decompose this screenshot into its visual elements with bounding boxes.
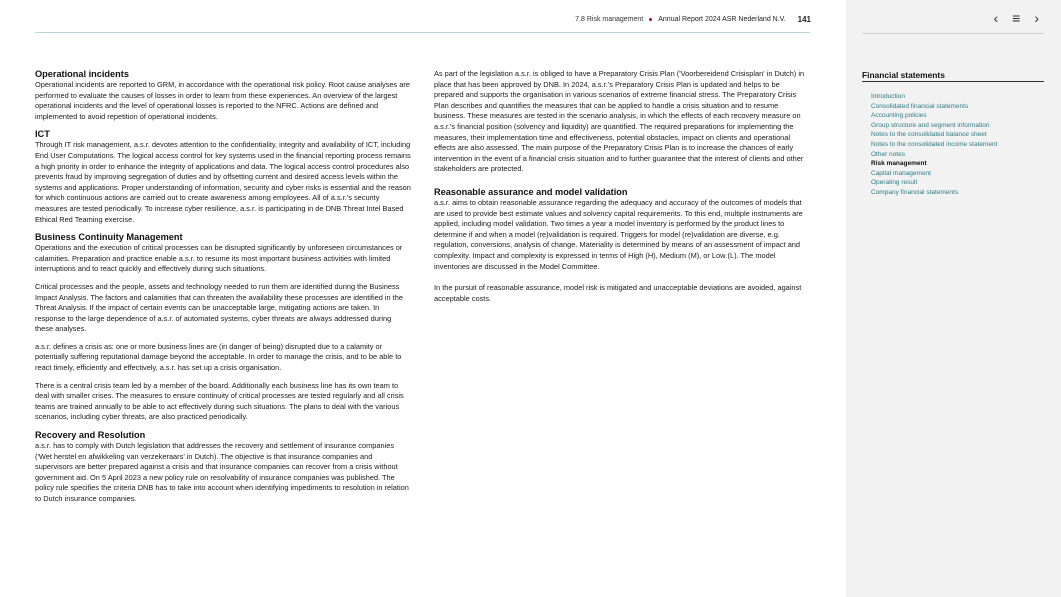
toc-item-notes-balance-sheet[interactable]: Notes to the consolidated balance sheet: [871, 131, 987, 139]
bcm-text-2: Critical processes and the people, assets and technology needed to run them are identified during the Business Impact Analysis. The factors and calamities that can threaten the availability these processes are identified in the Threat Analysis. If the impact of certain events can be unacceptable large, mitigating actions are taken. In response to the large dependence of a.s.r. of automated systems, cyber threats are always addressed during these analyses.: [35, 281, 403, 334]
bcm-section: [35, 232, 411, 423]
sidebar-toc: [871, 92, 1051, 198]
operational-incidents-section: [35, 69, 411, 122]
bcm-text-3: a.s.r. defines a crisis as: one or more business lines are (in danger of being) disrupted due to a calamity or potentially suffering reputational damage beyond the acceptable. In order to manage the crisis, and to be able to react timely, efficiently and effectively, a.s.r. has set up a crisis organisation.: [35, 341, 402, 373]
model-validation-section: [434, 187, 810, 304]
toc-item-company-financial-statements[interactable]: Company financial statements: [871, 188, 959, 196]
bcm-text-1: Operations and the execution of critical processes can be disrupted significantly by unforeseen circumstances or calamities. Preparation and practice enable a.s.r. to resume its most important business activities with limited interruptions and to react quickly and effectively during such situations.: [35, 243, 403, 274]
toc-item-capital-management[interactable]: Capital management: [871, 169, 931, 177]
recovery-text: a.s.r. has to comply with Dutch legislation that addresses the recovery and settlement of insurance companies ('Wet herstel en afwikkeling van verzekeraars' in Dutch). The objective is that insurance companies and supervisors are better prepared against a crisis and that insurance companies can recover from a crisis without government aid. On 5 April 2023 a new policy rule on resolvability of insurance companies was published. The policy rule specifies the criteria DNB has to take into account when identifying impediments to resolution in relation to Dutch insurance companies.: [35, 441, 409, 503]
page-navigation: [993, 10, 1039, 26]
ict-section: [35, 129, 411, 225]
right-column: [434, 69, 810, 310]
toc-item-risk-management[interactable]: Risk management: [871, 160, 927, 168]
toc-item-operating-result[interactable]: Operating result: [871, 179, 918, 187]
sidebar: [846, 0, 1061, 597]
next-page-icon[interactable]: ›: [1034, 10, 1039, 26]
recovery-section: [35, 430, 411, 505]
model-validation-text: a.s.r. aims to obtain reasonable assurance regarding the adequacy and accuracy of the outcomes of models that are used to provide best estimate values and solvency capital requirements. To this end, multiple instruments are applied, including model validation. Two times a year a model inventory is performed by the product lines to determine if and when a model (re)validation is required. Triggers for model (re)validation are diverse, e.g. regulation, conversions, analysis of change. Materiality is determined by means of an assessment of impact and complexity. Impact and complexity is expressed in terms of High (H), Medium (M), or Low (L). The model inventories are discussed in the Model Committee.: [434, 197, 803, 271]
model-validation-heading: Reasonable assurance and model validation: [434, 186, 628, 197]
toc-item-accounting-policies[interactable]: Accounting policies: [871, 112, 927, 120]
bcm-heading: Business Continuity Management: [35, 232, 183, 243]
toc-item-other-notes[interactable]: Other notes: [871, 150, 905, 158]
model-risk-text: In the pursuit of reasonable assurance, model risk is mitigated and unacceptable deviations are avoided, against acceptable costs.: [434, 283, 802, 303]
section-label: 7.8 Risk management: [575, 16, 644, 23]
toc-item-group-structure[interactable]: Group structure and segment information: [871, 121, 990, 129]
ict-heading: ICT: [35, 129, 50, 140]
report-title: Annual Report 2024 ASR Nederland N.V.: [658, 16, 786, 23]
previous-page-icon[interactable]: ‹: [993, 10, 999, 26]
operational-incidents-heading: Operational incidents: [35, 69, 129, 79]
page-number: 141: [797, 15, 811, 24]
preparatory-crisis-plan-text: As part of the legislation a.s.r. is obliged to have a Preparatory Crisis Plan ('Voorbereidend Crisisplan' in Dutch) in place that has been approved by DNB. In 2024, a.s.r.'s Preparatory Crisis Plan is updated and helps to be prepared and supports the organisation in various scenarios of extreme financial stress. The Preparatory Crisis Plan describes and quantifies the measures that can be applied to handle a crisis situation and to resume business. These measures are tested in the scenario analysis, in which the effects of each recovery measure on a.s.r.'s financial position (solvency and liquidity) are quantified. The required preparations for implementing the measures, their implementation time and effectiveness, potential obstacles, impact on clients and operational effects are also assessed. The main purpose of the Preparatory Crisis Plan is to increase the chances of early intervention in the event of a financial crisis situation and to further guarantee that the interest of clients and other stakeholders are protected.: [434, 69, 805, 174]
bcm-text-4: There is a central crisis team led by a member of the board. Additionally each business line has its own team to deal with smaller crises. The measures to ensure continuity of critical processes are tested regularly and all crisis teams are trained annually to be able to act effectively during such situations. The plans to deal with the various scenarios, including cyber threats, are also practiced periodically.: [35, 380, 404, 422]
toc-item-notes-income-statement[interactable]: Notes to the consolidated income statement: [871, 140, 998, 148]
page-header: [575, 15, 811, 24]
header-divider: [35, 32, 810, 33]
toc-item-consolidated-financial-statements[interactable]: Consolidated financial statements: [871, 102, 969, 110]
sidebar-top-divider: [862, 33, 1044, 34]
recovery-heading: Recovery and Resolution: [35, 430, 146, 441]
sidebar-title: Financial statements: [862, 70, 945, 80]
header-separator-dot: [649, 18, 652, 21]
sidebar-title-divider: [862, 81, 1044, 82]
toc-item-introduction[interactable]: Introduction: [871, 93, 905, 100]
left-column: [35, 69, 411, 511]
menu-icon[interactable]: ≡: [1012, 10, 1021, 26]
ict-text: Through IT risk management, a.s.r. devotes attention to the confidentiality, integrity and availability of ICT, including End User Computations. The logical access control for key systems used in the financial reporting process remains a high priority in order to enhance the integrity of applications and data. The logical access control procedures also prevents fraud by improving segregation of duties and by offsetting current and desired access levels within the systems and applications. Proper understanding of information, security and cyber risks is essential and the reason for which continuous actions are carried out to create awareness among employees. All of a.s.r.'s security measures are tested periodically. To increase cyber resilience, a.s.r. is participating in de DNB Threat Intel Based Ethical Red Teaming exercise.: [35, 140, 411, 224]
operational-incidents-text: Operational incidents are reported to GRM, in accordance with the operational risk policy. Root cause analyses are performed to evaluate the causes of losses in order to learn from these experiences. An overview of the largest operational incidents and the level of operational losses is reported to the NFRC. Actions are defined and implemented to avoid repetition of operational incidents.: [35, 80, 410, 121]
